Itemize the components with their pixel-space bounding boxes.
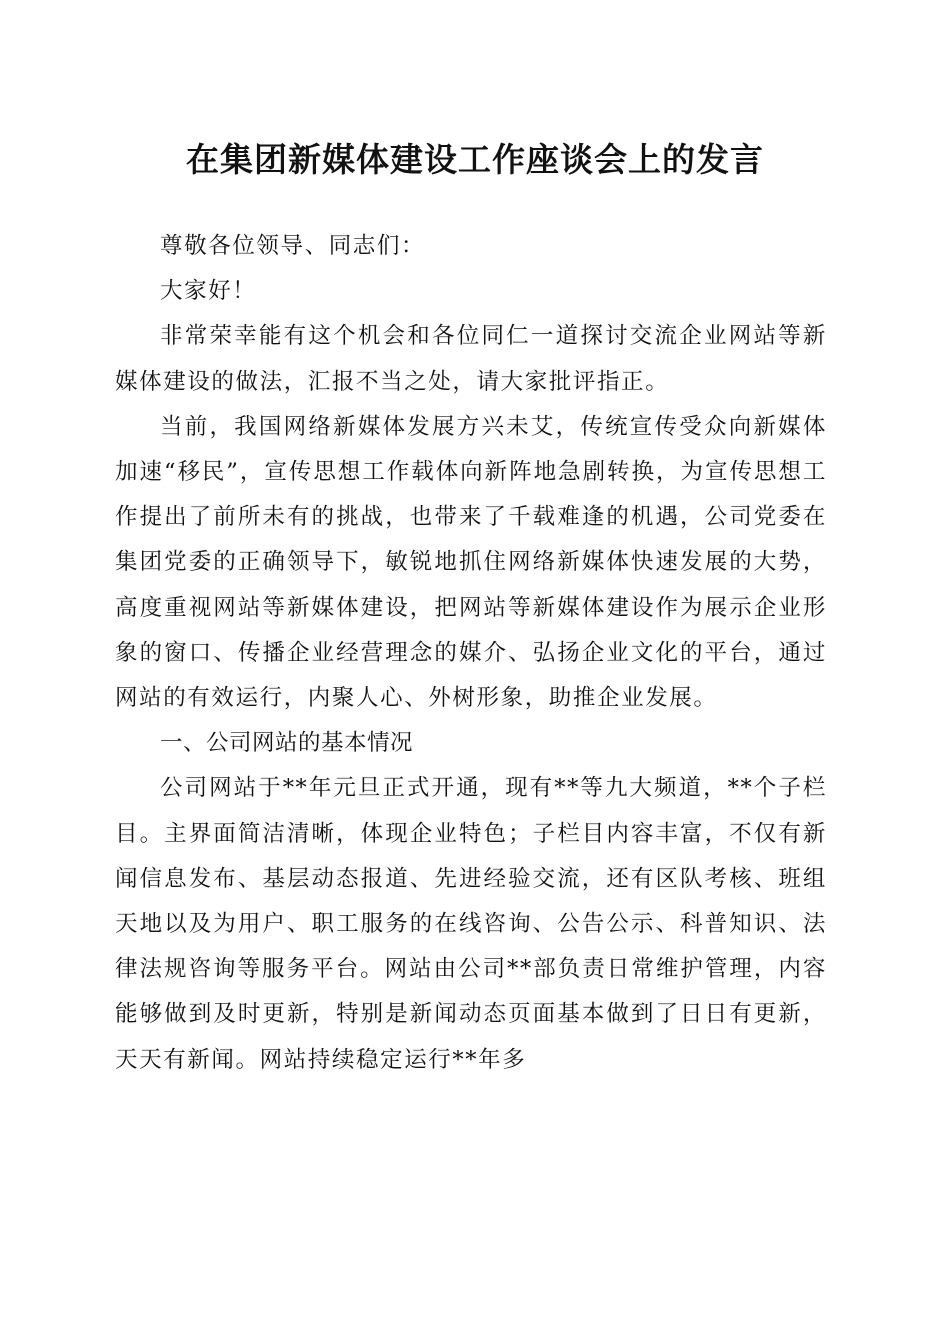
document-title: 在集团新媒体建设工作座谈会上的发言 (186, 140, 764, 179)
paragraph-intro: 非常荣幸能有这个机会和各位同仁一道探讨交流企业网站等新媒体建设的做法，汇报不当之处，请大家批评指正。 (115, 323, 827, 395)
paragraph-background: 当前，我国网络新媒体发展方兴未艾，传统宣传受众向新媒体加速“移民”，宣传思想工作载体向新阵地急剧转换，为宣传思想工作提出了前所未有的挑战，也带来了千载难逢的机遇，公司党委在集团党委的正确领导下，敏锐地抓住网络新媒体快速发展的大势，高度重视网站等新媒体建设，把网站等新媒体建设作为展示企业形象的窗口、传播企业经营理念的媒介、弘扬企业文化的平台，通过网站的有效运行，内聚人心、外树形象，助推企业发展。 (115, 413, 827, 712)
greeting: 大家好！ (160, 278, 257, 305)
document-body (115, 148, 827, 1083)
salutation: 尊敬各位领导、同志们： (160, 233, 426, 259)
section-paragraph: 公司网站于**年元旦正式开通，现有**等九大频道，**个子栏目。主界面简洁清晰，体现企业特色；子栏目内容丰富，不仅有新闻信息发布、基层动态报道、先进经验交流，还有区队考核、班组天地以及为用户、职工服务的在线咨询、公告公示、科普知识、法律法规咨询等服务平台。网站由公司**部负责日常维护管理，内容能够做到及时更新，特别是新闻动态页面基本做到了日日有更新，天天有新闻。网站持续稳定运行**年多 (115, 775, 827, 1073)
section-heading: 一、公司网站的基本情况 (160, 730, 414, 757)
title-spacer (115, 148, 827, 224)
